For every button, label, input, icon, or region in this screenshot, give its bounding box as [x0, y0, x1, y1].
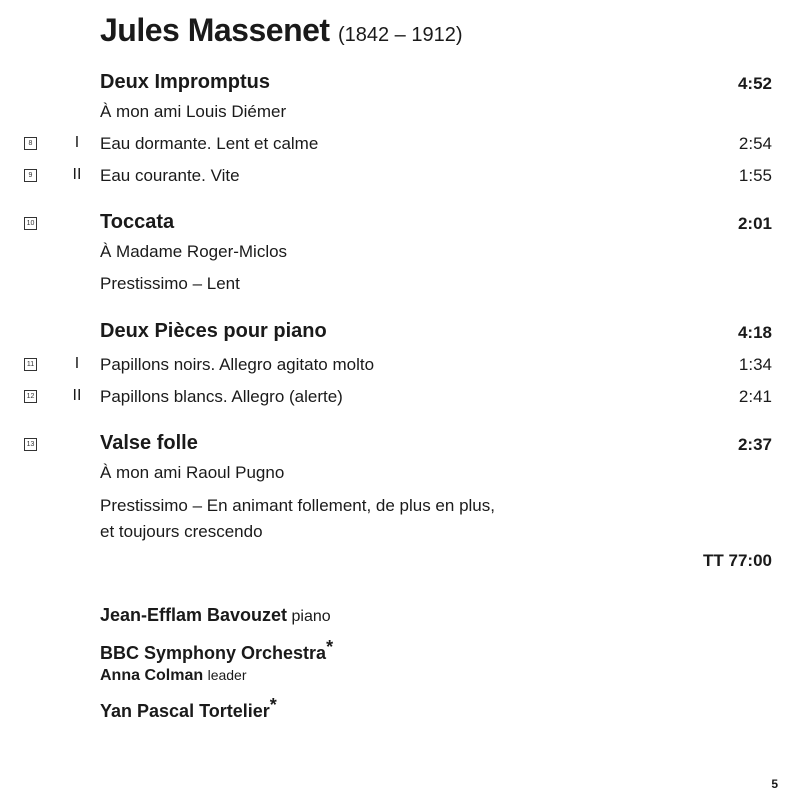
composer-dates: (1842 – 1912)	[337, 24, 463, 46]
work-title: Valse folle	[100, 432, 198, 454]
performer-line	[100, 667, 247, 685]
performer-line	[100, 605, 331, 626]
performer-role: piano	[291, 608, 331, 625]
performer-name: Anna Colman	[100, 667, 204, 684]
work-dedication: À mon ami Louis Diémer	[100, 102, 287, 121]
movement-duration: 2:54	[738, 134, 772, 153]
track-number-box: 10	[24, 217, 37, 230]
work-duration: 4:18	[737, 323, 772, 342]
work-title: Toccata	[100, 211, 175, 233]
movement-numeral: II	[72, 166, 82, 183]
movement-numeral: II	[72, 387, 82, 404]
work-tempo: Prestissimo – En animant follement, de plus en plus,	[100, 496, 495, 515]
movement-numeral: I	[74, 355, 80, 372]
work-title: Deux Pièces pour piano	[100, 320, 327, 342]
work-duration: 2:01	[737, 214, 772, 233]
work-title: Deux Impromptus	[100, 71, 271, 93]
movement-title: Eau dormante. Lent et calme	[100, 134, 319, 153]
performer-line	[100, 637, 333, 664]
work-dedication: À mon ami Raoul Pugno	[100, 463, 285, 482]
composer-heading	[100, 12, 463, 49]
composer-name: Jules Massenet	[100, 12, 330, 48]
track-number-box: 8	[24, 137, 37, 150]
work-dedication: À Madame Roger-Miclos	[100, 242, 288, 261]
work-tempo-continued: et toujours crescendo	[100, 522, 263, 541]
work-duration: 4:52	[737, 74, 772, 93]
track-number-box: 9	[24, 169, 37, 182]
total-time: TT 77:00	[703, 551, 772, 570]
movement-duration: 1:55	[738, 166, 772, 185]
movement-title: Papillons noirs. Allegro agitato molto	[100, 355, 375, 374]
track-number-box: 13	[24, 438, 37, 451]
track-number-box: 11	[24, 358, 37, 371]
movement-title: Eau courante. Vite	[100, 166, 240, 185]
asterisk-mark: *	[326, 637, 334, 657]
performer-role: leader	[207, 667, 247, 683]
movement-numeral: I	[74, 134, 80, 151]
performer-name: Jean-Efflam Bavouzet	[100, 605, 288, 625]
performer-line	[100, 695, 277, 722]
work-duration: 2:37	[737, 435, 772, 454]
movement-duration: 1:34	[738, 355, 772, 374]
asterisk-mark: *	[269, 695, 277, 715]
page-number: 5	[771, 777, 778, 791]
movement-title: Papillons blancs. Allegro (alerte)	[100, 387, 343, 406]
performer-name: BBC Symphony Orchestra	[100, 643, 327, 663]
work-tempo: Prestissimo – Lent	[100, 274, 240, 293]
movement-duration: 2:41	[738, 387, 772, 406]
track-number-box: 12	[24, 390, 37, 403]
performer-name: Yan Pascal Tortelier	[100, 701, 270, 721]
